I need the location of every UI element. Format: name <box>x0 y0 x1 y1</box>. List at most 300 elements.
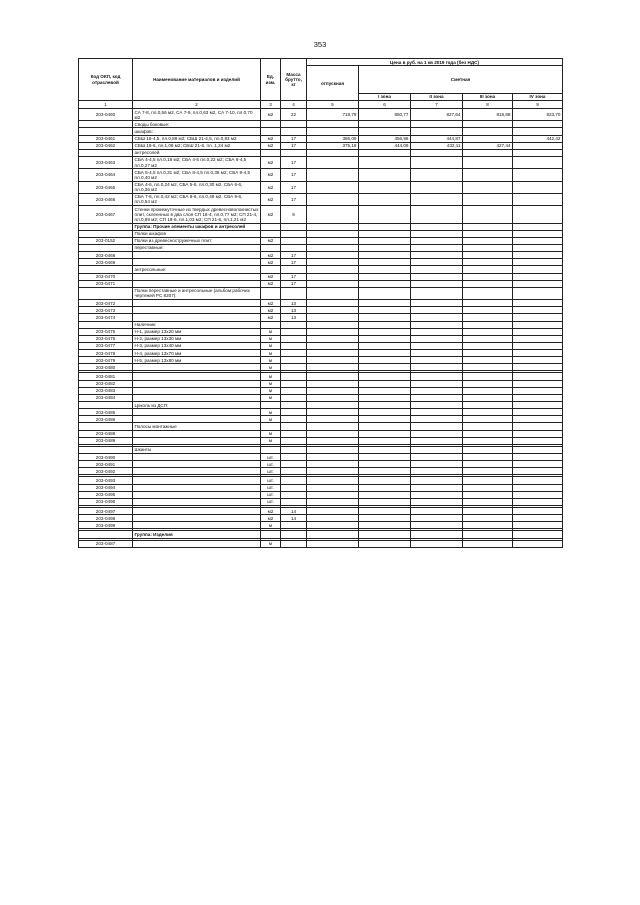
table-cell-code: 203-0495 <box>79 491 133 498</box>
table-cell-zone3-price <box>463 515 513 522</box>
table-cell-unit: м <box>261 409 281 416</box>
table-cell-release-price <box>307 287 359 299</box>
table-row <box>79 109 563 121</box>
table-cell-release-price <box>307 335 359 342</box>
table-row <box>79 394 563 401</box>
table-cell-zone1-price <box>359 491 411 498</box>
table-cell-zone2-price <box>411 531 463 538</box>
table-cell-zone1-price <box>359 454 411 461</box>
table-cell-name <box>133 307 261 314</box>
table-cell-name <box>133 491 261 498</box>
table-cell-zone4-price <box>513 169 563 181</box>
table-row <box>79 237 563 244</box>
table-cell-unit: м <box>261 380 281 387</box>
table-cell-mass: 17 <box>281 181 307 193</box>
table-cell-zone4-price <box>513 350 563 357</box>
table-cell-name: СА 7-8, пл.0,56 м2, СА 7-9, пл.0,63 м2, СА 7-10, пл.0,70 м2 <box>133 109 261 121</box>
table-cell-zone3-price <box>463 121 513 128</box>
table-cell-code: 203-0494 <box>79 484 133 491</box>
table-cell-zone4-price <box>513 357 563 364</box>
table-cell-zone2-price <box>411 454 463 461</box>
table-cell-code: 203-0460 <box>79 109 133 121</box>
table-cell-zone3-price <box>463 342 513 349</box>
table-cell-mass: 17 <box>281 280 307 287</box>
table-cell-zone3-price <box>463 437 513 444</box>
table-cell-release-price <box>307 314 359 321</box>
header-zone3: III зона <box>463 93 513 100</box>
table-cell-code: 203-0491 <box>79 461 133 468</box>
table-cell-code <box>79 230 133 237</box>
table-cell-mass <box>281 357 307 364</box>
header-mass: Масса брутто, кг <box>281 59 307 101</box>
table-cell-code: 203-0476 <box>79 335 133 342</box>
table-cell-name: СБА 4-4,5 пл.0,18 м2; СБА 4-5 пл.0,22 м2; СБА 6-4,5 пл.0,27 м2 <box>133 156 261 168</box>
table-cell-release-price <box>307 380 359 387</box>
table-cell-zone2-price: 444,87 <box>411 135 463 142</box>
table-cell-zone1-price <box>359 416 411 423</box>
table-row <box>79 461 563 468</box>
table-row <box>79 373 563 380</box>
table-cell-unit: шт. <box>261 491 281 498</box>
table-cell-zone2-price <box>411 259 463 266</box>
table-row <box>79 454 563 461</box>
table-cell-release-price <box>307 181 359 193</box>
table-cell-mass: 17 <box>281 135 307 142</box>
table-cell-zone2-price <box>411 169 463 181</box>
table-cell-zone2-price <box>411 223 463 230</box>
table-cell-name: Н-4, размер 13х70 мм <box>133 350 261 357</box>
table-cell-zone4-price <box>513 437 563 444</box>
table-cell-zone1-price <box>359 394 411 401</box>
table-cell-zone3-price <box>463 446 513 453</box>
table-cell-zone3-price <box>463 307 513 314</box>
table-cell-zone2-price <box>411 437 463 444</box>
table-cell-unit <box>261 266 281 273</box>
table-cell-name <box>133 373 261 380</box>
table-cell-mass <box>281 437 307 444</box>
table-cell-zone3-price <box>463 259 513 266</box>
table-cell-code <box>79 446 133 453</box>
table-cell-code: 203-0485 <box>79 409 133 416</box>
table-row <box>79 484 563 491</box>
table-cell-mass <box>281 328 307 335</box>
table-cell-release-price <box>307 364 359 371</box>
table-cell-mass <box>281 380 307 387</box>
table-row <box>79 416 563 423</box>
table-cell-zone4-price <box>513 307 563 314</box>
table-cell-code: 203-0486 <box>79 416 133 423</box>
table-cell-release-price <box>307 252 359 259</box>
table-cell-release-price <box>307 402 359 409</box>
table-cell-zone2-price <box>411 193 463 205</box>
table-cell-zone2-price <box>411 321 463 328</box>
table-cell-zone1-price <box>359 149 411 156</box>
table-cell-zone1-price <box>359 373 411 380</box>
table-cell-zone4-price <box>513 409 563 416</box>
table-cell-release-price <box>307 477 359 484</box>
table-row <box>79 423 563 430</box>
table-row <box>79 328 563 335</box>
table-cell-name: Полки из древесностружечных плит: <box>133 237 261 244</box>
table-cell-zone3-price <box>463 169 513 181</box>
column-number: 8 <box>463 101 513 109</box>
table-row <box>79 266 563 273</box>
table-cell-unit: м2 <box>261 169 281 181</box>
table-cell-unit: шт. <box>261 484 281 491</box>
table-cell-zone3-price <box>463 394 513 401</box>
table-row <box>79 128 563 135</box>
table-cell-release-price <box>307 430 359 437</box>
table-cell-release-price <box>307 230 359 237</box>
table-cell-unit: м <box>261 350 281 357</box>
table-cell-name <box>133 416 261 423</box>
table-cell-zone1-price <box>359 477 411 484</box>
table-cell-code <box>79 128 133 135</box>
table-cell-name <box>133 380 261 387</box>
table-cell-code: 203-0477 <box>79 342 133 349</box>
table-cell-zone1-price <box>359 280 411 287</box>
table-cell-zone4-price <box>513 193 563 205</box>
header-zone2: II зона <box>411 93 463 100</box>
table-cell-release-price <box>307 350 359 357</box>
table-cell-zone1-price <box>359 364 411 371</box>
table-cell-zone2-price <box>411 273 463 280</box>
table-cell-mass <box>281 373 307 380</box>
header-code: Код ОКП, код отраслевой <box>79 59 133 101</box>
table-cell-release-price <box>307 409 359 416</box>
table-cell-zone4-price <box>513 454 563 461</box>
table-cell-mass <box>281 350 307 357</box>
table-row <box>79 314 563 321</box>
table-cell-unit <box>261 321 281 328</box>
table-cell-unit <box>261 223 281 230</box>
table-cell-unit <box>261 446 281 453</box>
table-cell-zone3-price <box>463 252 513 259</box>
table-cell-zone1-price <box>359 128 411 135</box>
table-cell-zone2-price <box>411 237 463 244</box>
table-cell-zone2-price <box>411 149 463 156</box>
table-cell-code: 203-0152 <box>79 237 133 244</box>
table-cell-name <box>133 508 261 515</box>
table-row <box>79 540 563 547</box>
table-cell-zone2-price <box>411 409 463 416</box>
table-cell-mass <box>281 266 307 273</box>
table-cell-zone3-price <box>463 135 513 142</box>
table-cell-code: 203-0469 <box>79 259 133 266</box>
table-cell-zone2-price <box>411 540 463 547</box>
table-cell-release-price <box>307 300 359 307</box>
table-cell-zone3-price <box>463 128 513 135</box>
table-cell-zone2-price <box>411 484 463 491</box>
table-cell-zone1-price <box>359 156 411 168</box>
table-row <box>79 446 563 453</box>
table-cell-code: 203-0470 <box>79 273 133 280</box>
table-cell-mass <box>281 540 307 547</box>
table-cell-zone1-price <box>359 252 411 259</box>
table-cell-release-price <box>307 266 359 273</box>
table-cell-zone2-price <box>411 342 463 349</box>
table-cell-code <box>79 149 133 156</box>
table-cell-mass <box>281 461 307 468</box>
table-cell-mass <box>281 230 307 237</box>
table-cell-mass <box>281 423 307 430</box>
table-cell-zone3-price <box>463 468 513 475</box>
table-cell-name: переставные: <box>133 244 261 251</box>
table-cell-zone2-price <box>411 364 463 371</box>
table-cell-name <box>133 314 261 321</box>
table-cell-zone2-price <box>411 515 463 522</box>
table-cell-zone1-price <box>359 468 411 475</box>
table-cell-zone1-price: 456,96 <box>359 135 411 142</box>
table-cell-name <box>133 515 261 522</box>
table-cell-zone4-price <box>513 273 563 280</box>
table-cell-name <box>133 430 261 437</box>
table-cell-zone1-price <box>359 300 411 307</box>
table-cell-release-price <box>307 223 359 230</box>
table-cell-code: 203-0480 <box>79 364 133 371</box>
table-cell-zone2-price <box>411 373 463 380</box>
table-cell-mass <box>281 446 307 453</box>
table-cell-zone2-price <box>411 394 463 401</box>
table-cell-code <box>79 402 133 409</box>
table-row <box>79 280 563 287</box>
table-cell-zone3-price <box>463 522 513 529</box>
table-cell-zone3-price <box>463 273 513 280</box>
table-cell-zone1-price <box>359 387 411 394</box>
table-cell-unit: шт. <box>261 477 281 484</box>
table-cell-name <box>133 394 261 401</box>
table-cell-zone4-price <box>513 223 563 230</box>
table-cell-mass: 17 <box>281 169 307 181</box>
table-row <box>79 193 563 205</box>
table-cell-unit <box>261 128 281 135</box>
header-estimate: Сметная <box>359 66 563 94</box>
table-cell-code: 203-0481 <box>79 373 133 380</box>
table-cell-mass <box>281 491 307 498</box>
table-cell-unit <box>261 244 281 251</box>
table-cell-unit: м <box>261 364 281 371</box>
table-cell-mass <box>281 128 307 135</box>
table-cell-zone3-price <box>463 484 513 491</box>
table-row <box>79 357 563 364</box>
table-cell-zone2-price <box>411 121 463 128</box>
table-row <box>79 307 563 314</box>
table-cell-unit: м <box>261 342 281 349</box>
table-cell-zone2-price <box>411 244 463 251</box>
table-row <box>79 142 563 149</box>
table-cell-release-price <box>307 193 359 205</box>
table-cell-unit: м2 <box>261 300 281 307</box>
table-cell-release-price <box>307 373 359 380</box>
table-row <box>79 402 563 409</box>
table-cell-zone4-price <box>513 128 563 135</box>
table-cell-zone3-price <box>463 508 513 515</box>
table-cell-zone1-price <box>359 409 411 416</box>
table-cell-zone1-price <box>359 169 411 181</box>
table-cell-zone4-price <box>513 491 563 498</box>
table-cell-release-price <box>307 357 359 364</box>
table-cell-mass <box>281 223 307 230</box>
table-row <box>79 230 563 237</box>
table-cell-code <box>79 287 133 299</box>
table-cell-zone2-price <box>411 498 463 505</box>
table-cell-zone1-price: 444,09 <box>359 142 411 149</box>
table-cell-name <box>133 461 261 468</box>
table-cell-release-price <box>307 156 359 168</box>
table-row <box>79 273 563 280</box>
table-cell-unit: м <box>261 373 281 380</box>
table-cell-name: Шканты <box>133 446 261 453</box>
table-cell-code <box>79 223 133 230</box>
table-row <box>79 169 563 181</box>
table-cell-release-price <box>307 237 359 244</box>
table-cell-mass <box>281 394 307 401</box>
table-cell-unit: м2 <box>261 156 281 168</box>
table-cell-zone4-price <box>513 230 563 237</box>
table-cell-mass: 14 <box>281 515 307 522</box>
table-cell-zone4-price <box>513 416 563 423</box>
table-row <box>79 223 563 230</box>
table-cell-code: 203-0493 <box>79 477 133 484</box>
table-cell-unit: м2 <box>261 273 281 280</box>
table-cell-zone3-price <box>463 540 513 547</box>
table-cell-code: 203-0492 <box>79 468 133 475</box>
table-cell-name <box>133 437 261 444</box>
table-cell-zone3-price <box>463 454 513 461</box>
table-cell-code: 203-0499 <box>79 522 133 529</box>
header-price-title: Цена в руб. на 1 кв 2019 года (без НДС) <box>307 59 563 66</box>
table-cell-zone2-price <box>411 314 463 321</box>
header-zone1: I зона <box>359 93 411 100</box>
table-cell-mass <box>281 244 307 251</box>
table-cell-zone4-price <box>513 287 563 299</box>
table-cell-zone3-price <box>463 423 513 430</box>
column-number: 1 <box>79 101 133 109</box>
table-cell-mass <box>281 468 307 475</box>
table-cell-unit: м2 <box>261 193 281 205</box>
table-cell-zone4-price <box>513 364 563 371</box>
table-cell-zone2-price <box>411 350 463 357</box>
table-cell-zone3-price <box>463 416 513 423</box>
table-cell-name <box>133 540 261 547</box>
table-cell-release-price <box>307 540 359 547</box>
table-cell-zone3-price: 427,44 <box>463 142 513 149</box>
column-number: 7 <box>411 101 463 109</box>
table-cell-zone4-price <box>513 266 563 273</box>
table-cell-zone1-price <box>359 321 411 328</box>
table-cell-zone2-price <box>411 230 463 237</box>
table-cell-zone4-price <box>513 206 563 223</box>
table-cell-release-price <box>307 394 359 401</box>
table-cell-unit: м2 <box>261 515 281 522</box>
table-cell-mass <box>281 531 307 538</box>
table-cell-name <box>133 300 261 307</box>
table-cell-zone2-price <box>411 287 463 299</box>
table-cell-code <box>79 244 133 251</box>
table-row <box>79 350 563 357</box>
table-cell-name <box>133 259 261 266</box>
table-cell-mass: 17 <box>281 252 307 259</box>
table-cell-release-price <box>307 461 359 468</box>
table-cell-release-price <box>307 121 359 128</box>
table-cell-unit: м <box>261 416 281 423</box>
table-cell-release-price <box>307 206 359 223</box>
table-cell-zone4-price <box>513 540 563 547</box>
table-cell-zone2-price <box>411 430 463 437</box>
table-cell-mass <box>281 477 307 484</box>
table-cell-zone2-price <box>411 206 463 223</box>
table-cell-zone2-price: 827,64 <box>411 109 463 121</box>
table-cell-name: СБШ 18-6, пл.1,08 м2; СБШ 21-6, пл. 1,24 м2 <box>133 142 261 149</box>
table-cell-zone1-price <box>359 446 411 453</box>
table-cell-zone4-price <box>513 280 563 287</box>
table-cell-zone2-price <box>411 335 463 342</box>
table-cell-zone4-price <box>513 314 563 321</box>
table-cell-zone2-price <box>411 461 463 468</box>
table-cell-unit: м2 <box>261 307 281 314</box>
table-cell-unit: м2 <box>261 181 281 193</box>
table-cell-zone4-price <box>513 446 563 453</box>
table-cell-code: 203-0489 <box>79 437 133 444</box>
table-cell-zone4-price: 823,70 <box>513 109 563 121</box>
table-cell-zone3-price <box>463 387 513 394</box>
column-number-row <box>79 101 563 109</box>
table-cell-zone4-price <box>513 522 563 529</box>
table-cell-zone4-price <box>513 300 563 307</box>
table-cell-zone3-price <box>463 477 513 484</box>
table-cell-zone3-price <box>463 380 513 387</box>
table-cell-name: Полки переставные и антресольные (альбом рабочих чертежей РС 8207): <box>133 287 261 299</box>
table-cell-zone3-price <box>463 287 513 299</box>
table-cell-mass <box>281 387 307 394</box>
table-cell-unit <box>261 423 281 430</box>
table-cell-unit: шт. <box>261 454 281 461</box>
table-cell-zone1-price <box>359 531 411 538</box>
table-cell-release-price <box>307 522 359 529</box>
table-cell-zone1-price <box>359 461 411 468</box>
table-cell-name: Н-2, размер 13х30 мм <box>133 335 261 342</box>
table-cell-zone3-price <box>463 357 513 364</box>
table-cell-unit <box>261 230 281 237</box>
table-cell-name <box>133 468 261 475</box>
table-cell-zone3-price <box>463 223 513 230</box>
table-cell-code: 203-0462 <box>79 142 133 149</box>
table-cell-zone3-price <box>463 491 513 498</box>
table-cell-code: 203-0466 <box>79 193 133 205</box>
table-cell-zone3-price <box>463 328 513 335</box>
table-row <box>79 135 563 142</box>
table-cell-zone1-price <box>359 230 411 237</box>
table-cell-mass <box>281 430 307 437</box>
table-cell-code: 203-0487 <box>79 540 133 547</box>
table-cell-zone1-price <box>359 328 411 335</box>
table-cell-code <box>79 121 133 128</box>
table-cell-zone4-price <box>513 461 563 468</box>
table-cell-unit: м2 <box>261 314 281 321</box>
table-row <box>79 430 563 437</box>
table-cell-code: 203-0464 <box>79 169 133 181</box>
table-cell-unit: м <box>261 394 281 401</box>
table-cell-zone4-price <box>513 156 563 168</box>
table-cell-code: 203-0471 <box>79 280 133 287</box>
table-cell-release-price <box>307 416 359 423</box>
table-cell-zone1-price <box>359 287 411 299</box>
table-cell-name: СБА 5-4,5 пл.0,31 м2; СБА 8-4,5 пл.0,36 м2; СБА 9-4,5 пл.0,40 м2 <box>133 169 261 181</box>
table-cell-unit <box>261 149 281 156</box>
table-cell-name <box>133 273 261 280</box>
table-cell-unit: м2 <box>261 252 281 259</box>
table-cell-zone3-price: 818,88 <box>463 109 513 121</box>
